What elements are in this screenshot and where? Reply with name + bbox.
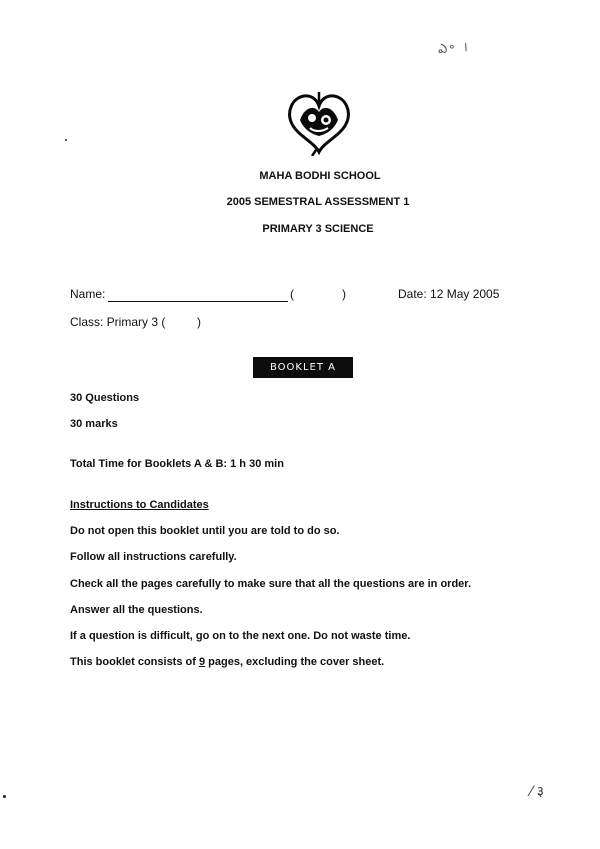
instruction-item: Do not open this booklet until you are told to do so. (70, 525, 340, 537)
name-blank-line (108, 289, 288, 302)
date-label: Date: 12 May 2005 (398, 287, 500, 301)
subject-title: PRIMARY 3 SCIENCE (262, 223, 374, 235)
school-logo-bodhi-leaf-icon (286, 90, 352, 156)
class-brackets (163, 315, 201, 329)
booklet-label-box (253, 357, 353, 378)
instruction-item-page-count (70, 656, 384, 668)
class-paren-close: ) (197, 315, 201, 329)
name-paren-open: ( (290, 287, 294, 301)
assessment-title: 2005 SEMESTRAL ASSESSMENT 1 (226, 196, 410, 208)
class-label: Class: Primary 3 ( (70, 315, 166, 329)
page-count-suffix: pages, excluding the cover sheet. (205, 656, 385, 668)
total-time: Total Time for Booklets A & B: 1 h 30 min (70, 458, 284, 470)
scan-speck (3, 795, 6, 798)
booklet-label: BOOKLET A (269, 362, 336, 373)
scan-speck (65, 139, 67, 141)
page-count-number: 9 (198, 656, 206, 668)
name-label: Name: (70, 287, 106, 301)
name-paren-close: ) (342, 287, 346, 301)
handwritten-corner-mark: ఎ॰ । (437, 39, 471, 58)
instruction-item: Answer all the questions. (70, 604, 203, 616)
instruction-item: Check all the pages carefully to make sure that all the questions are in order. (70, 578, 472, 590)
instruction-item: Follow all instructions carefully. (70, 551, 237, 563)
marks-count: 30 marks (70, 418, 118, 430)
instruction-item: If a question is difficult, go on to the next one. Do not waste time. (70, 630, 411, 642)
question-count: 30 Questions (70, 392, 140, 404)
instructions-heading: Instructions to Candidates (70, 499, 209, 511)
school-name: MAHA BODHI SCHOOL (259, 170, 381, 182)
page-count-prefix: This booklet consists of (70, 656, 199, 668)
handwritten-page-mark: ⁄ ३ (530, 784, 545, 800)
register-number-brackets (290, 287, 346, 301)
